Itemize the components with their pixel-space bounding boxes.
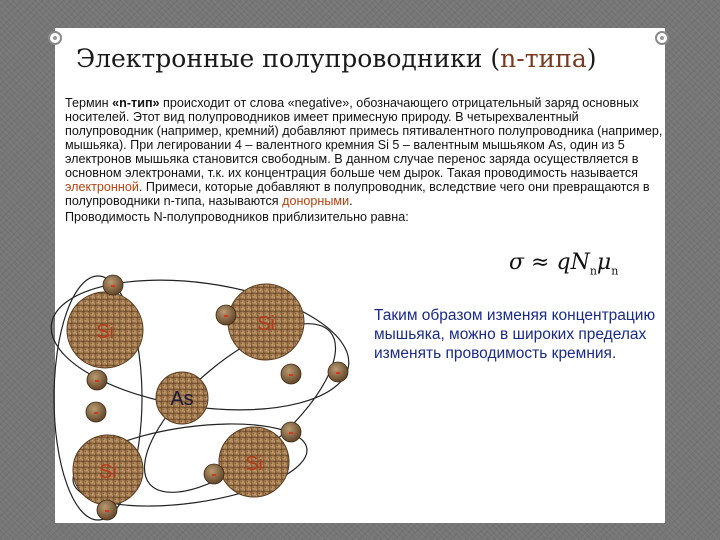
highlight-electronic: электронной	[65, 180, 139, 194]
electron-sign: -	[94, 372, 100, 389]
atom-si-bottom-left	[73, 435, 143, 505]
formula-mu: μ	[596, 250, 612, 275]
electron	[103, 275, 123, 295]
electron-sign: -	[110, 277, 116, 294]
side-text: Таким образом изменяя концентрацию мышьяка, можно в широких пределах изменять проводимость кремния.	[374, 307, 656, 362]
formula-N: N	[570, 250, 590, 275]
electron-sign: -	[211, 466, 217, 483]
formula-n-sub: n	[589, 264, 597, 278]
title-type-word: n-типа	[500, 44, 587, 73]
electron	[281, 364, 301, 384]
p1-end: .	[349, 194, 353, 208]
formula-q: q	[556, 250, 571, 275]
electron-sign: -	[223, 307, 229, 324]
electron-sign: -	[288, 424, 294, 441]
atom-label: As	[170, 388, 194, 410]
highlight-donor: донорными	[282, 194, 350, 208]
paragraph-conductivity: Проводимость N-полупроводников приблизительно равна:	[65, 210, 409, 224]
atom-label: Si	[245, 453, 263, 475]
electron	[328, 362, 348, 382]
electron	[86, 402, 106, 422]
atom-label: Si	[99, 461, 117, 483]
electron	[281, 422, 301, 442]
atom-as-center	[156, 372, 208, 424]
electron	[87, 370, 107, 390]
electron-sign: -	[104, 502, 110, 519]
electron	[204, 464, 224, 484]
electron-sign: -	[93, 404, 99, 421]
p1-prefix: Термин	[65, 96, 113, 110]
formula-sigma: σ	[509, 250, 525, 275]
title-main: Электронные полупроводники (	[76, 44, 501, 73]
electron	[216, 305, 236, 325]
electron	[97, 500, 117, 520]
atom-si-bottom-right	[219, 427, 289, 497]
p1-term: «n-тип»	[112, 96, 160, 110]
formula-approx: ≈	[531, 250, 550, 275]
formula-mu-sub: n	[611, 264, 619, 278]
electron-sign: -	[335, 364, 341, 381]
title-close: )	[586, 44, 597, 73]
atom-si-top-right	[228, 284, 304, 360]
atom-label: Si	[257, 313, 275, 335]
electron-sign: -	[288, 366, 294, 383]
atom-si-top-left	[67, 292, 143, 368]
atom-label: Si	[96, 321, 114, 343]
p1-mid: . Примеси, которые добавляют в полупроводник, вследствие чего они превращаются в полупроводники n-типа, называются	[65, 180, 650, 208]
p1-rest: происходит от слова «negative», обозначающего отрицательный заряд основных носителей. Этот вид полупроводников имеет примесную природу. В четырехвалентный полупроводник (например, кремний) добавляют примесь пятивалентного полупроводника (например, мышьяка). При легировании 4 – валентного кремния Si 5 – валентным мышьяком As, один из 5 электронов мышьяка становится свободным. В данном случае перенос заряда осуществляется в основном электронами, т.к. их концентрация больше чем дырок. Такая проводимость называется	[65, 96, 663, 180]
